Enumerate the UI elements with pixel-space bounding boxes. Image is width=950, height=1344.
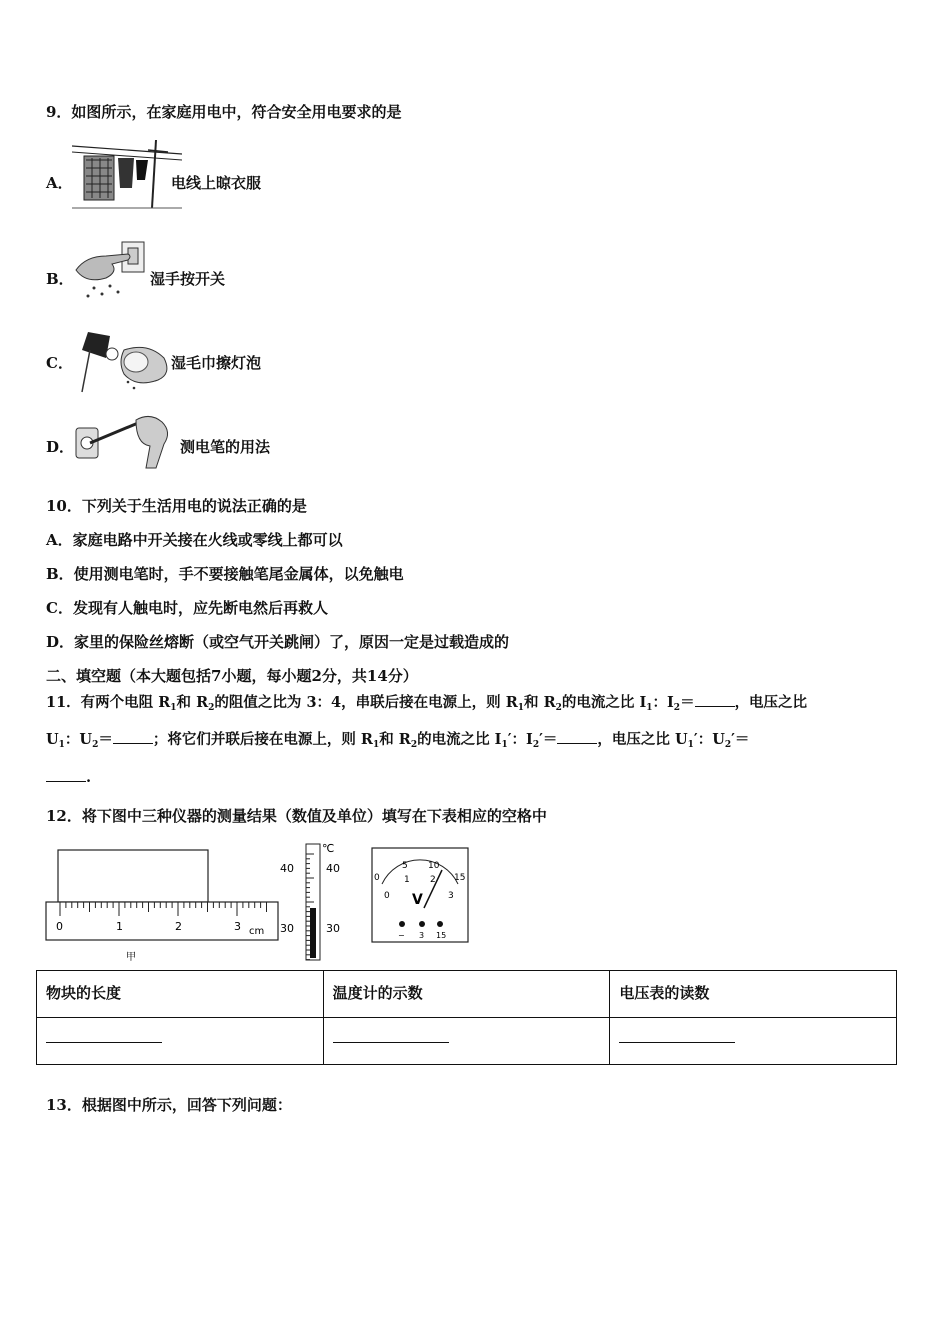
volt-symbol: V <box>412 892 423 908</box>
thermometer-label-40-right: 40 <box>326 862 340 875</box>
q12-stem: 12．将下图中三种仪器的测量结果（数值及单位）填写在下表相应的空格中 <box>46 807 547 825</box>
volt-inner-1: 1 <box>404 875 410 885</box>
wet-towel-bulb-image <box>74 328 170 394</box>
terminal-label-3: 3 <box>419 931 425 940</box>
answer-cell-temperature[interactable] <box>323 1018 610 1065</box>
ruler-figure <box>44 846 284 964</box>
q9-option-b-text: 湿手按开关 <box>150 270 226 288</box>
volt-outer-5: 5 <box>402 861 408 871</box>
section-header: 二、填空题（本大题包括7小题，每小题2分，共14分） <box>46 667 418 685</box>
ruler-label-2: 2 <box>175 920 182 933</box>
terminal-label-neg: − <box>398 931 405 940</box>
q9-option-b-letter: B． <box>46 270 74 288</box>
table-header-row <box>37 971 897 1018</box>
q9-option-a-text: 电线上晾衣服 <box>171 174 262 192</box>
answer-cell-voltage[interactable] <box>610 1018 897 1065</box>
q11-blank-voltage-parallel[interactable] <box>46 767 86 782</box>
thermometer-figure <box>278 840 350 964</box>
q9-stem: 9．如图所示，在家庭用电中，符合安全用电要求的是 <box>46 103 402 121</box>
q11-line-1: 11．有两个电阻 $R_1$和 $R_2$的阻值之比为 3：4，串联后接在电源上，则 $R_1$和 $R_2$的电流之比 $I_1$：$I_2=$ ，电压之比 <box>46 694 808 713</box>
q10-option-d: D．家里的保险丝熔断（或空气开关跳闸）了，原因一定是过载造成的 <box>46 633 510 651</box>
test-pen-usage-image <box>74 410 174 470</box>
answer-cell-length[interactable] <box>37 1018 324 1065</box>
header-thermometer-reading: 温度计的示数 <box>323 971 610 1018</box>
thermometer-label-30-left: 30 <box>280 922 294 935</box>
volt-inner-2: 2 <box>430 875 436 885</box>
q9-option-c-letter: C． <box>46 354 73 372</box>
header-block-length: 物块的长度 <box>37 971 324 1018</box>
volt-outer-0: 0 <box>374 873 380 883</box>
q9-option-c-text: 湿毛巾擦灯泡 <box>171 354 262 372</box>
terminal-neg <box>399 921 405 927</box>
q11-line-3: . <box>46 767 91 788</box>
q10-option-b: B．使用测电笔时，手不要接触笔尾金属体，以免触电 <box>46 565 404 583</box>
q10-stem: 10．下列关于生活用电的说法正确的是 <box>46 497 307 515</box>
ruler-unit: cm <box>249 926 265 937</box>
q10-option-a: A．家庭电路中开关接在火线或零线上都可以 <box>46 531 343 549</box>
ruler-label-1: 1 <box>116 920 123 933</box>
q11-blank-voltage-series[interactable] <box>113 729 153 744</box>
thermometer-liquid <box>310 908 316 958</box>
volt-inner-0: 0 <box>384 891 390 901</box>
q13-stem: 13．根据图中所示，回答下列问题： <box>46 1096 292 1114</box>
clothes-on-wire-image <box>72 136 182 211</box>
volt-outer-10: 10 <box>428 861 440 871</box>
thermometer-unit: ℃ <box>322 842 335 855</box>
q11-line-2: $U_1$：$U_2=$ ；将它们并联后接在电源上，则 $R_1$和 $R_2$的电流之比 $I_1'$：$I_2'=$ ，电压之比 $U_1'$：$U_2'=$ <box>46 731 750 750</box>
wet-hand-switch-image <box>74 240 150 300</box>
header-voltmeter-reading: 电压表的读数 <box>610 971 897 1018</box>
thermometer-label-40-left: 40 <box>280 862 294 875</box>
q11-blank-current-parallel[interactable] <box>557 729 597 744</box>
q9-option-d-letter: D． <box>46 438 75 456</box>
terminal-15 <box>437 921 443 927</box>
volt-inner-3: 3 <box>448 891 454 901</box>
terminal-3 <box>419 921 425 927</box>
answer-table <box>36 970 897 1065</box>
thermometer-label-30-right: 30 <box>326 922 340 935</box>
volt-outer-15: 15 <box>454 873 466 883</box>
table-answer-row <box>37 1018 897 1065</box>
ruler-label-0: 0 <box>56 920 63 933</box>
ruler-label-3: 3 <box>234 920 241 933</box>
q9-option-d-text: 测电笔的用法 <box>180 438 271 456</box>
terminal-label-15: 15 <box>436 931 447 940</box>
block <box>58 850 208 902</box>
q10-option-c: C．发现有人触电时，应先断电然后再救人 <box>46 599 328 617</box>
voltmeter-figure <box>370 846 470 944</box>
ruler-caption: 甲 <box>126 952 136 963</box>
q11-blank-current-series[interactable] <box>695 692 735 707</box>
q9-option-a-letter: A． <box>46 174 73 192</box>
